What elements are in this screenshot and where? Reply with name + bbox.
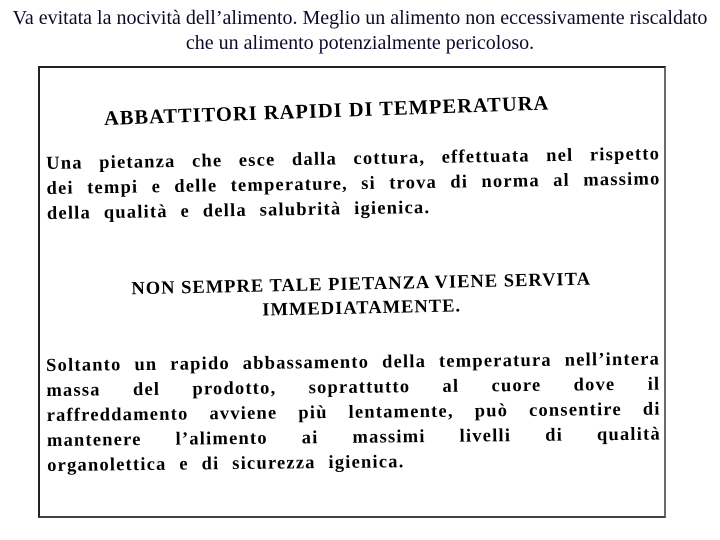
paragraph-explanation: Soltanto un rapido abbassamento della temperatura nell’intera massa del prodotto, soprattutto al cuore dove il raffreddamento avviene più lentamente, può consentire di mantenere l’alimento ai massimi livelli di qualità organolettica e di sicurezza igienica. (46, 349, 661, 476)
document-title: ABBATTITORI RAPIDI DI TEMPERATURA (103, 92, 550, 130)
scanned-document (38, 66, 666, 518)
slide-caption: Va evitata la nocività dell’alimento. Meglio un alimento non eccessivamente riscaldato che un alimento potenzialmente pericoloso. (12, 7, 708, 54)
document-subtitle: NON SEMPRE TALE PIETANZA VIENE SERVITA IMMEDIATAMENTE. (131, 269, 592, 321)
paragraph-intro: Una pietanza che esce dalla cottura, effettuata nel rispetto dei tempi e delle temperature, si trova di norma al massimo della qualità e della salubrità igienica. (46, 144, 661, 224)
